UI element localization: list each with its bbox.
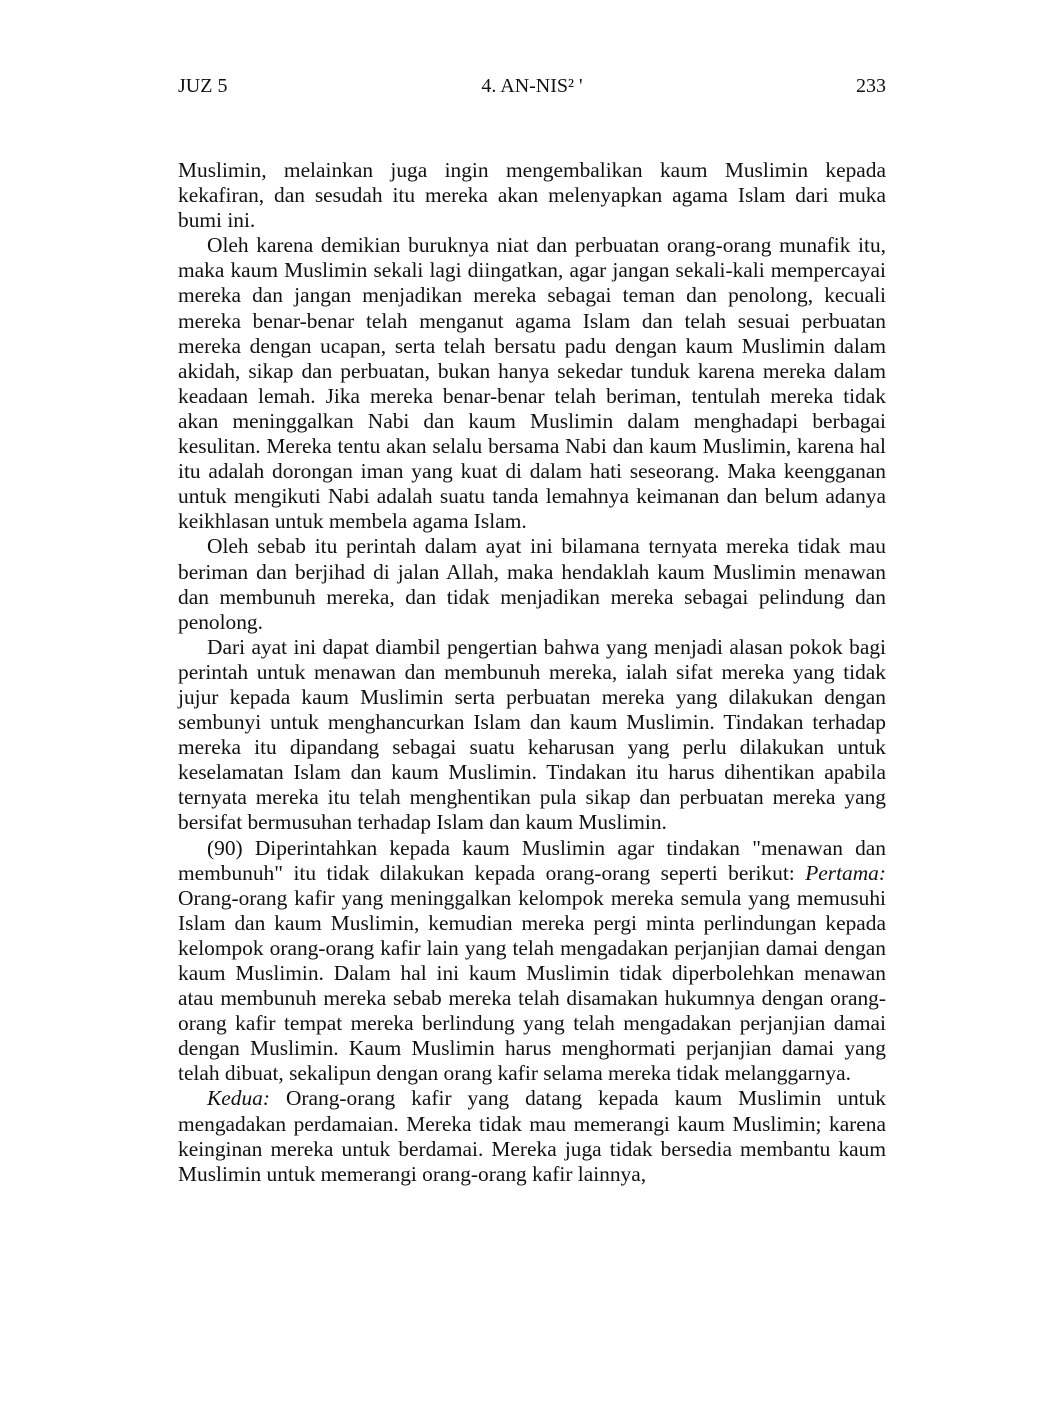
chapter-title: 4. AN-NIS² ' <box>481 75 583 97</box>
paragraph-5 <box>178 836 886 1087</box>
paragraph-lead-italic: Pertama: <box>805 860 886 885</box>
paragraph-3 <box>178 534 886 634</box>
paragraph-text: Orang-orang kafir yang meninggalkan kelompok mereka semula yang memusuhi Islam dan kaum Muslimin, kemudian mereka pergi minta perlindungan kepada kelompok orang-orang kafir lain yang telah mengadakan perjanjian damai dengan kaum Muslimin. Dalam hal ini kaum Muslimin tidak diperbolehkan menawan atau membunuh mereka sebab mereka telah disamakan hukumnya dengan orang-orang kafir tempat mereka berlindung yang telah mengadakan perjanjian damai dengan Muslimin. Kaum Muslimin harus menghormati perjanjian damai yang telah dibuat, sekalipun dengan orang kafir selama mereka tidak melanggarnya. <box>178 885 886 1086</box>
paragraph-text: Oleh karena demikian buruknya niat dan perbuatan orang-orang munafik itu, maka kaum Muslimin sekali lagi diingatkan, agar jangan sekali-kali mempercayai mereka dan jangan menjadikan mereka sebagai teman dan penolong, kecuali mereka benar-benar telah menganut agama Islam dan telah sesuai perbuatan mereka dengan ucapan, serta telah bersatu padu dengan kaum Muslimin dalam akidah, sikap dan perbuatan, bukan hanya sekedar tunduk karena mereka dalam keadaan lemah. Jika mereka benar-benar telah beriman, tentulah mereka tidak akan meninggalkan Nabi dan kaum Muslimin dalam menghadapi berbagai kesulitan. Mereka tentu akan selalu bersama Nabi dan kaum Muslimin, karena hal itu adalah dorongan iman yang kuat di dalam hati seseorang. Maka keengganan untuk mengikuti Nabi adalah suatu tanda lemahnya keimanan dan belum adanya keikhlasan untuk membela agama Islam. <box>178 233 886 534</box>
paragraph-text: Oleh sebab itu perintah dalam ayat ini bilamana ternyata mereka tidak mau beriman dan berjihad di jalan Allah, maka hendaklah kaum Muslimin menawan dan membunuh mereka, dan tidak menjadikan mereka sebagai pelindung dan penolong. <box>178 534 886 634</box>
paragraph-6 <box>178 1086 886 1186</box>
paragraph-text: Orang-orang kafir yang datang kepada kaum Muslimin untuk mengadakan perdamaian. Mereka tidak mau memerangi kaum Muslimin; karena keinginan mereka untuk berdamai. Mereka juga tidak bersedia membantu kaum Muslimin untuk memerangi orang-orang kafir lainnya, <box>178 1086 886 1186</box>
paragraph-text: Dari ayat ini dapat diambil pengertian bahwa yang menjadi alasan pokok bagi perintah untuk menawan dan membunuh mereka, ialah sifat mereka yang tidak jujur kepada kaum Muslimin serta perbuatan mereka yang dilakukan dengan sembunyi untuk menghancurkan Islam dan kaum Muslimin. Tindakan terhadap mereka itu dipandang sebagai suatu keharusan yang perlu dilakukan untuk keselamatan Islam dan kaum Muslimin. Tindakan itu harus dihentikan apabila ternyata mereka itu telah menghentikan pula sikap dan perbuatan mereka yang bersifat bermusuhan terhadap Islam dan kaum Muslimin. <box>178 634 886 835</box>
juz-label: JUZ 5 <box>178 75 228 97</box>
paragraph-1 <box>178 158 886 233</box>
paragraph-lead-italic: Kedua: <box>207 1086 270 1111</box>
paragraph-text: (90) Diperintahkan kepada kaum Muslimin agar tindakan "menawan dan membunuh" itu tidak dilakukan kepada orang-orang seperti berikut: <box>178 835 886 885</box>
paragraph-text: Muslimin, melainkan juga ingin mengembalikan kaum Muslimin kepada kekafiran, dan sesudah itu mereka akan melenyapkan agama Islam dari muka bumi ini. <box>178 158 886 233</box>
page-number: 233 <box>856 75 886 97</box>
paragraph-4 <box>178 635 886 836</box>
paragraph-2 <box>178 233 886 534</box>
body-text <box>178 158 886 1187</box>
running-header <box>178 72 886 102</box>
